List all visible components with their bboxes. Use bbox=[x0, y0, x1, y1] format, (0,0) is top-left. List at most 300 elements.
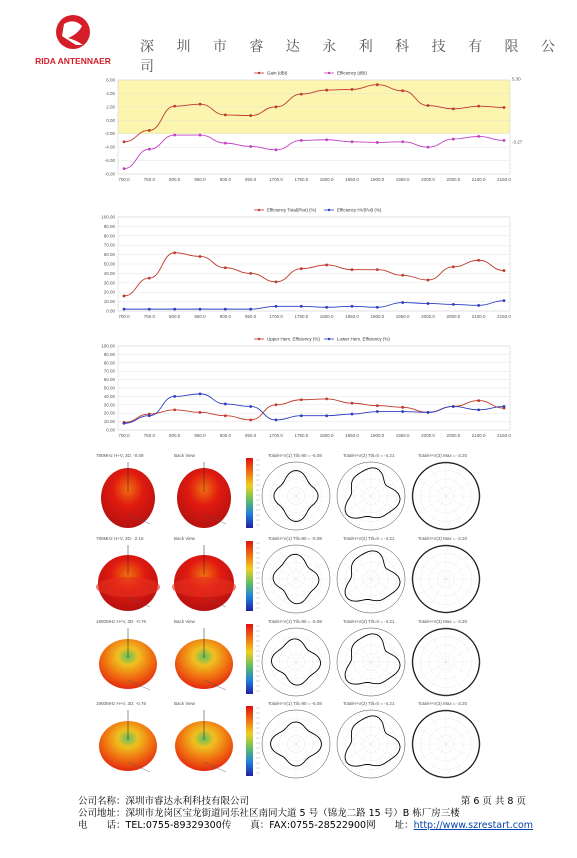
data-point bbox=[452, 303, 455, 306]
data-point bbox=[199, 411, 202, 414]
x-tick-label: 2150.0 bbox=[497, 177, 511, 182]
polar-spoke bbox=[371, 662, 388, 691]
polar-spoke bbox=[371, 562, 400, 579]
polar-plot bbox=[262, 536, 330, 613]
data-point bbox=[452, 138, 455, 141]
data-point bbox=[148, 414, 151, 417]
x-tick-label: 1750.0 bbox=[294, 314, 309, 319]
data-point bbox=[376, 410, 379, 413]
data-point bbox=[452, 405, 455, 408]
min-annotation: -3.27 bbox=[512, 139, 523, 145]
legend-label: Upper Hem. Efficiency (%) bbox=[267, 336, 320, 342]
polar-spoke bbox=[371, 645, 400, 662]
legend-marker bbox=[328, 72, 330, 74]
data-point bbox=[249, 419, 252, 422]
polar-plot bbox=[337, 619, 405, 696]
x-tick-label: 1950.0 bbox=[395, 433, 410, 438]
polar-spoke bbox=[446, 496, 475, 513]
front-view-3d bbox=[99, 628, 157, 690]
data-point bbox=[148, 148, 151, 151]
x-tick-label: 1700.0 bbox=[269, 177, 283, 182]
polar-spoke bbox=[279, 744, 296, 773]
y-tick-label: 60.00 bbox=[103, 377, 115, 383]
x-tick-label: 1800.0 bbox=[319, 433, 334, 438]
data-point bbox=[427, 302, 430, 305]
color-scale bbox=[246, 541, 253, 611]
polar-spoke bbox=[371, 479, 400, 496]
polar-plot bbox=[262, 701, 330, 778]
data-point bbox=[199, 392, 202, 395]
y-tick-label: 50.00 bbox=[103, 261, 115, 267]
data-point bbox=[275, 105, 278, 108]
website: 网 址：http://www.szrestart.com bbox=[366, 820, 534, 831]
polar-spoke bbox=[279, 633, 296, 662]
y-tick-label: 40.00 bbox=[103, 270, 115, 276]
y-tick-label: 20.00 bbox=[103, 289, 115, 295]
x-tick-label: 1700.0 bbox=[269, 314, 283, 319]
data-point bbox=[376, 404, 379, 407]
data-point bbox=[173, 408, 176, 411]
data-point bbox=[300, 398, 303, 401]
legend-marker bbox=[258, 72, 260, 74]
back-view-3d bbox=[175, 710, 233, 772]
data-point bbox=[173, 105, 176, 108]
polar-spoke bbox=[296, 633, 313, 662]
data-point bbox=[325, 264, 328, 267]
x-tick-label: 1900.0 bbox=[370, 314, 385, 319]
y-tick-label: 100.00 bbox=[101, 214, 115, 220]
front-view-3d bbox=[96, 545, 160, 611]
y-tick-label: 80.00 bbox=[103, 233, 115, 239]
legend-marker bbox=[258, 338, 260, 340]
x-tick-label: 950.0 bbox=[245, 314, 257, 319]
pattern-title: 1800MHz H+V, 3D: -0.76 bbox=[96, 619, 146, 624]
hemisphere-efficiency-chart bbox=[88, 334, 528, 444]
x-tick-label: 800.0 bbox=[169, 177, 181, 182]
data-point bbox=[427, 146, 430, 149]
y-tick-label: 0.00 bbox=[106, 427, 115, 433]
y-tick-label: 70.00 bbox=[103, 242, 115, 248]
data-point bbox=[224, 266, 227, 269]
polar-spoke bbox=[446, 496, 463, 525]
data-point bbox=[376, 141, 379, 144]
polar-spoke bbox=[371, 744, 400, 761]
data-point bbox=[351, 268, 354, 271]
data-point bbox=[477, 105, 480, 108]
data-point bbox=[199, 134, 202, 137]
polar-spoke bbox=[371, 744, 388, 773]
x-tick-label: 2000.0 bbox=[421, 314, 435, 319]
front-view-3d bbox=[101, 462, 155, 528]
max-annotation: 5.30 bbox=[512, 76, 521, 82]
legend-label: Efficiency Total(Ptot) (%) bbox=[267, 207, 317, 213]
data-point bbox=[148, 129, 151, 132]
polar-spoke bbox=[371, 579, 400, 596]
data-point bbox=[148, 277, 151, 280]
polar-spoke bbox=[354, 744, 371, 773]
polar-spoke bbox=[417, 645, 446, 662]
polar-spoke bbox=[446, 562, 475, 579]
polar-title: TotalH+V(3) Max = -3.20 bbox=[418, 453, 468, 458]
x-tick-label: 950.0 bbox=[245, 433, 257, 438]
x-tick-label: 850.0 bbox=[194, 177, 206, 182]
data-point bbox=[249, 114, 252, 117]
polar-spoke bbox=[429, 496, 446, 525]
color-scale bbox=[246, 706, 253, 776]
polar-spoke bbox=[296, 645, 325, 662]
data-point bbox=[325, 306, 328, 309]
back-view-3d bbox=[177, 462, 231, 528]
website-link[interactable]: http://www.szrestart.com bbox=[413, 820, 534, 831]
pattern-title: 780MHz H+V, 3D: -2.15 bbox=[96, 536, 144, 541]
data-point bbox=[325, 414, 328, 417]
data-point bbox=[123, 167, 126, 170]
polar-pattern-trace bbox=[345, 551, 400, 601]
x-tick-label: 800.0 bbox=[169, 314, 181, 319]
polar-spoke bbox=[296, 479, 325, 496]
data-point bbox=[477, 304, 480, 307]
polar-plot bbox=[412, 701, 480, 778]
polar-spoke bbox=[446, 744, 463, 773]
data-point bbox=[351, 140, 354, 143]
polar-title: TotalH+V(3) Max = -3.20 bbox=[418, 536, 468, 541]
legend-label: Efficiency (dBi) bbox=[337, 70, 367, 76]
polar-title: TotalH+V(1) Tilt=90 = -5.08 bbox=[268, 536, 322, 541]
polar-spoke bbox=[371, 496, 388, 525]
page-footer bbox=[78, 796, 534, 832]
logo-text: RIDA ANTENNAER bbox=[35, 56, 111, 66]
data-point bbox=[275, 305, 278, 308]
polar-spoke bbox=[296, 662, 313, 691]
legend-marker bbox=[328, 338, 330, 340]
series-line bbox=[124, 135, 504, 169]
data-point bbox=[351, 305, 354, 308]
data-point bbox=[123, 422, 126, 425]
color-scale bbox=[246, 624, 253, 694]
data-point bbox=[477, 259, 480, 262]
x-tick-label: 750.0 bbox=[143, 177, 155, 182]
x-tick-label: 2050.0 bbox=[446, 433, 461, 438]
y-tick-label: 70.00 bbox=[103, 368, 115, 374]
polar-spoke bbox=[279, 662, 296, 691]
x-tick-label: 1950.0 bbox=[395, 314, 410, 319]
data-point bbox=[300, 267, 303, 270]
data-point bbox=[123, 140, 126, 143]
polar-spoke bbox=[446, 579, 475, 596]
y-tick-label: 30.00 bbox=[103, 402, 115, 408]
polar-spoke bbox=[446, 744, 475, 761]
data-point bbox=[249, 272, 252, 275]
polar-title: TotalH+V(2) Tilt=0 = -4.21 bbox=[343, 453, 395, 458]
data-point bbox=[325, 398, 328, 401]
y-tick-label: 0.00 bbox=[106, 308, 115, 314]
back-view-label: Back View bbox=[174, 536, 195, 541]
x-tick-label: 1950.0 bbox=[395, 177, 410, 182]
polar-spoke bbox=[417, 744, 446, 761]
data-point bbox=[477, 135, 480, 138]
polar-spoke bbox=[429, 579, 446, 608]
data-point bbox=[224, 403, 227, 406]
data-point bbox=[376, 268, 379, 271]
y-tick-label: 90.00 bbox=[103, 223, 115, 229]
y-tick-label: 60.00 bbox=[103, 252, 115, 258]
legend-label: Gain (dBi) bbox=[267, 70, 288, 76]
legend-marker bbox=[258, 209, 260, 211]
polar-spoke bbox=[446, 715, 463, 744]
x-tick-label: 1900.0 bbox=[370, 177, 385, 182]
y-tick-label: 100.00 bbox=[101, 343, 115, 349]
back-view-label: Back View bbox=[174, 701, 195, 706]
x-tick-label: 1750.0 bbox=[294, 177, 309, 182]
data-point bbox=[351, 402, 354, 405]
x-tick-label: 850.0 bbox=[194, 433, 206, 438]
polar-spoke bbox=[417, 662, 446, 679]
legend-label: Lower Hem. Efficiency (%) bbox=[337, 336, 390, 342]
polar-spoke bbox=[446, 550, 463, 579]
company-address: 公司地址：深圳市龙岗区宝龙街道同乐社区南同大道 5 号（锦龙二路 15 号）B 栋厂房三楼 bbox=[78, 808, 460, 819]
polar-title: TotalH+V(1) Tilt=90 = -5.08 bbox=[268, 701, 322, 706]
polar-plot bbox=[262, 453, 330, 530]
data-point bbox=[275, 403, 278, 406]
polar-spoke bbox=[446, 467, 463, 496]
polar-title: TotalH+V(2) Tilt=0 = -4.21 bbox=[343, 619, 395, 624]
data-point bbox=[503, 106, 506, 109]
data-point bbox=[249, 145, 252, 148]
x-tick-label: 1800.0 bbox=[319, 177, 334, 182]
x-tick-label: 1750.0 bbox=[294, 433, 309, 438]
x-tick-label: 2000.0 bbox=[421, 433, 435, 438]
polar-spoke bbox=[429, 715, 446, 744]
polar-spoke bbox=[267, 562, 296, 579]
data-point bbox=[452, 265, 455, 268]
legend bbox=[254, 71, 367, 76]
data-point bbox=[300, 305, 303, 308]
polar-spoke bbox=[279, 579, 296, 608]
polar-spoke bbox=[446, 662, 475, 679]
x-tick-label: 900.0 bbox=[219, 177, 231, 182]
data-point bbox=[376, 83, 379, 86]
data-point bbox=[300, 414, 303, 417]
polar-spoke bbox=[429, 633, 446, 662]
back-view-label: Back View bbox=[174, 453, 195, 458]
company-logo bbox=[28, 12, 118, 68]
data-point bbox=[427, 104, 430, 107]
pattern-title: 1900MHz H+V, 3D: -0.76 bbox=[96, 701, 146, 706]
polar-spoke bbox=[267, 645, 296, 662]
data-point bbox=[173, 308, 176, 311]
x-tick-label: 2100.0 bbox=[471, 433, 486, 438]
polar-spoke bbox=[446, 479, 475, 496]
polar-spoke bbox=[429, 467, 446, 496]
x-tick-label: 2050.0 bbox=[446, 177, 461, 182]
pattern-row bbox=[96, 535, 511, 617]
x-tick-label: 700.0 bbox=[118, 433, 130, 438]
polar-spoke bbox=[446, 645, 475, 662]
data-point bbox=[427, 279, 430, 282]
polar-pattern-trace bbox=[345, 716, 400, 766]
series-line bbox=[124, 301, 504, 309]
polar-plot bbox=[337, 536, 405, 613]
x-tick-label: 2150.0 bbox=[497, 314, 511, 319]
y-tick-label: 40.00 bbox=[103, 393, 115, 399]
company-name: 深 圳 市 睿 达 永 利 科 技 有 限 公 司 bbox=[140, 39, 564, 75]
data-point bbox=[123, 295, 126, 298]
polar-spoke bbox=[342, 562, 371, 579]
polar-spoke bbox=[296, 550, 313, 579]
x-tick-label: 1900.0 bbox=[370, 433, 385, 438]
color-scale bbox=[246, 458, 253, 528]
polar-spoke bbox=[446, 662, 463, 691]
y-tick-label: 90.00 bbox=[103, 351, 115, 357]
polar-spoke bbox=[417, 479, 446, 496]
polar-spoke bbox=[354, 579, 371, 608]
x-tick-label: 850.0 bbox=[194, 314, 206, 319]
x-tick-label: 750.0 bbox=[143, 314, 155, 319]
pattern-row bbox=[96, 452, 511, 534]
x-tick-label: 950.0 bbox=[245, 177, 257, 182]
polar-spoke bbox=[429, 744, 446, 773]
data-point bbox=[275, 148, 278, 151]
x-tick-label: 2050.0 bbox=[446, 314, 461, 319]
data-point bbox=[401, 140, 404, 143]
polar-spoke bbox=[296, 562, 325, 579]
polar-spoke bbox=[371, 496, 400, 513]
fax: 传 真：FAX:0755-28522900 bbox=[221, 820, 367, 831]
back-view-label: Back View bbox=[174, 619, 195, 624]
polar-spoke bbox=[446, 727, 475, 744]
data-point bbox=[503, 405, 506, 408]
y-tick-label: -4.00 bbox=[104, 144, 115, 150]
legend-marker bbox=[328, 209, 330, 211]
data-point bbox=[477, 399, 480, 402]
series-line bbox=[124, 394, 504, 423]
series-line bbox=[124, 253, 504, 296]
legend bbox=[254, 208, 382, 213]
data-point bbox=[224, 414, 227, 417]
data-point bbox=[401, 410, 404, 413]
data-point bbox=[173, 251, 176, 254]
y-tick-label: 10.00 bbox=[103, 419, 115, 425]
x-tick-label: 900.0 bbox=[219, 433, 231, 438]
polar-plot bbox=[412, 536, 480, 613]
back-view-3d bbox=[172, 545, 236, 611]
data-point bbox=[249, 405, 252, 408]
page-number: 第 6 页 共 8 页 bbox=[460, 796, 526, 807]
polar-spoke bbox=[417, 579, 446, 596]
data-point bbox=[351, 413, 354, 416]
legend-label: Efficiency HV(Pol) (%) bbox=[337, 207, 382, 213]
y-tick-label: 20.00 bbox=[103, 410, 115, 416]
front-view-3d bbox=[99, 710, 157, 772]
polar-spoke bbox=[296, 744, 313, 773]
y-tick-label: -8.00 bbox=[104, 171, 115, 177]
series-line bbox=[124, 399, 504, 423]
polar-spoke bbox=[371, 662, 400, 679]
x-tick-label: 2000.0 bbox=[421, 177, 435, 182]
polar-title: TotalH+V(2) Tilt=0 = -4.21 bbox=[343, 701, 395, 706]
polar-spoke bbox=[267, 479, 296, 496]
x-tick-label: 1850.0 bbox=[345, 433, 359, 438]
x-tick-label: 2100.0 bbox=[471, 314, 486, 319]
data-point bbox=[173, 395, 176, 398]
gain-efficiency-chart bbox=[88, 68, 528, 188]
data-point bbox=[401, 89, 404, 92]
polar-plot bbox=[412, 619, 480, 696]
y-tick-label: -2.00 bbox=[104, 131, 115, 137]
x-tick-label: 700.0 bbox=[118, 314, 130, 319]
data-point bbox=[503, 139, 506, 142]
data-point bbox=[401, 406, 404, 409]
y-tick-label: 0.00 bbox=[106, 117, 115, 123]
x-tick-label: 800.0 bbox=[169, 433, 181, 438]
polar-spoke bbox=[371, 727, 400, 744]
polar-spoke bbox=[429, 550, 446, 579]
polar-spoke bbox=[354, 496, 371, 525]
polar-spoke bbox=[371, 579, 388, 608]
polar-plot bbox=[337, 701, 405, 778]
y-tick-label: 10.00 bbox=[103, 299, 115, 305]
data-point bbox=[325, 89, 328, 92]
data-point bbox=[300, 139, 303, 142]
data-point bbox=[275, 280, 278, 283]
polar-spoke bbox=[417, 496, 446, 513]
y-tick-label: 80.00 bbox=[103, 360, 115, 366]
data-point bbox=[275, 419, 278, 422]
y-tick-label: -6.00 bbox=[104, 158, 115, 164]
polar-spoke bbox=[354, 662, 371, 691]
x-tick-label: 2100.0 bbox=[471, 177, 486, 182]
y-tick-label: 6.00 bbox=[106, 77, 115, 83]
polar-title: TotalH+V(3) Max = -3.20 bbox=[418, 619, 468, 624]
data-point bbox=[452, 107, 455, 110]
data-point bbox=[351, 88, 354, 91]
x-tick-label: 750.0 bbox=[143, 433, 155, 438]
polar-spoke bbox=[342, 727, 371, 744]
data-point bbox=[477, 408, 480, 411]
pattern-title: 780MHz H+V, 3D: -0.09 bbox=[96, 453, 144, 458]
polar-spoke bbox=[446, 633, 463, 662]
polar-pattern-trace bbox=[345, 634, 400, 684]
polar-spoke bbox=[342, 479, 371, 496]
x-tick-label: 1850.0 bbox=[345, 314, 359, 319]
x-tick-label: 1800.0 bbox=[319, 314, 334, 319]
phone: 电 话：TEL:0755-89329300 bbox=[78, 820, 222, 831]
data-point bbox=[199, 308, 202, 311]
data-point bbox=[300, 93, 303, 96]
legend bbox=[254, 337, 390, 342]
polar-spoke bbox=[429, 662, 446, 691]
back-view-3d bbox=[175, 628, 233, 690]
polar-title: TotalH+V(1) Tilt=90 = -5.08 bbox=[268, 619, 322, 624]
polar-plot bbox=[262, 619, 330, 696]
polar-title: TotalH+V(2) Tilt=0 = -4.21 bbox=[343, 536, 395, 541]
x-tick-label: 900.0 bbox=[219, 314, 231, 319]
data-point bbox=[173, 134, 176, 137]
polar-spoke bbox=[446, 579, 463, 608]
data-point bbox=[427, 411, 430, 414]
data-point bbox=[401, 301, 404, 304]
pattern-row bbox=[96, 618, 511, 700]
polar-spoke bbox=[342, 645, 371, 662]
data-point bbox=[376, 306, 379, 309]
polar-spoke bbox=[417, 727, 446, 744]
polar-spoke bbox=[417, 562, 446, 579]
data-point bbox=[199, 255, 202, 258]
company-name-line: 公司名称：深圳市睿达永利科技有限公司 bbox=[78, 796, 250, 807]
data-point bbox=[249, 308, 252, 311]
data-point bbox=[224, 308, 227, 311]
data-point bbox=[401, 274, 404, 277]
